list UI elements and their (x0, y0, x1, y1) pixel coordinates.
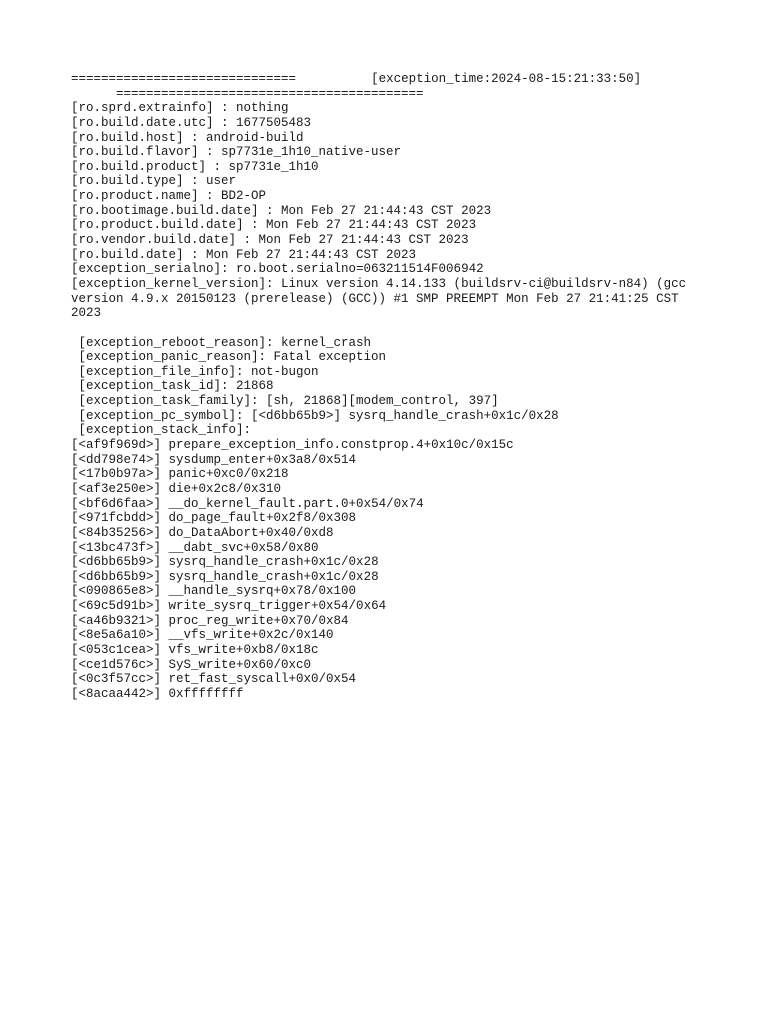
kernel-version-line: [exception_kernel_version]: Linux version 4.14.133 (buildsrv-ci@buildsrv-n84) (gcc (71, 276, 687, 291)
build-properties (71, 101, 731, 277)
property-line: [ro.sprd.extrainfo] : nothing (71, 101, 289, 116)
frame-symbol: do_page_fault+0x2f8/0x308 (168, 511, 357, 526)
frame-address: [<a46b9321>] (71, 613, 162, 628)
exception-info (71, 336, 731, 438)
kernel-version-line: version 4.9.x 20150123 (prerelease) (GCC)) #1 SMP PREEMPT Mon Feb 27 21:41:25 CST (71, 291, 679, 306)
header-line (71, 72, 731, 87)
frame-address: [<8e5a6a10>] (71, 628, 162, 643)
exception-info-line: [exception_task_family]: [sh, 21868][modem_control, 397] (71, 394, 499, 409)
frame-symbol: ret_fast_syscall+0x0/0x54 (168, 672, 357, 687)
property-line: [ro.build.type] : user (71, 174, 237, 189)
exception-info-line: [exception_pc_symbol]: [<d6bb65b9>] sysrq_handle_crash+0x1c/0x28 (71, 408, 559, 423)
frame-address: [<13bc473f>] (71, 540, 162, 555)
exception-info-line: [exception_panic_reason]: Fatal exception (71, 350, 387, 365)
exception-info-line: [exception_stack_info]: (71, 423, 252, 438)
frame-address: [<8acaa442>] (71, 686, 162, 701)
exception-info-line: [exception_task_id]: 21868 (71, 379, 274, 394)
frame-address: [<dd798e74>] (71, 452, 162, 467)
stack-frame (71, 497, 731, 512)
frame-address: [<bf6d6faa>] (71, 496, 162, 511)
frame-address: [<d6bb65b9>] (71, 569, 162, 584)
crash-log-document (71, 72, 731, 702)
frame-symbol: sysdump_enter+0x3a8/0x514 (168, 452, 357, 467)
property-line: [ro.build.date.utc] : 1677505483 (71, 115, 312, 130)
header-rule: ============================== (71, 72, 297, 86)
header-rule-below: ========================================= (71, 86, 424, 101)
stack-frame (71, 438, 731, 453)
property-line: [ro.build.product] : sp7731e_1h10 (71, 159, 319, 174)
property-line: [ro.vendor.build.date] : Mon Feb 27 21:44:43 CST 2023 (71, 233, 469, 248)
property-line: [ro.bootimage.build.date] : Mon Feb 27 21:44:43 CST 2023 (71, 203, 492, 218)
frame-symbol: __vfs_write+0x2c/0x140 (168, 628, 334, 643)
stack-frame (71, 511, 731, 526)
frame-symbol: 0xffffffff (168, 686, 244, 701)
stack-frame (71, 482, 731, 497)
stack-frame (71, 555, 731, 570)
frame-address: [<0c3f57cc>] (71, 672, 162, 687)
frame-symbol: SyS_write+0x60/0xc0 (168, 657, 312, 672)
property-line: [ro.build.flavor] : sp7731e_1h10_native-user (71, 145, 402, 160)
frame-address: [<17b0b97a>] (71, 467, 162, 482)
stack-frame (71, 453, 731, 468)
frame-address: [<af9f969d>] (71, 438, 162, 453)
frame-symbol: vfs_write+0xb8/0x18c (168, 642, 319, 657)
stack-frame (71, 658, 731, 673)
property-line: [ro.product.name] : BD2-OP (71, 189, 267, 204)
frame-symbol: __dabt_svc+0x58/0x80 (168, 540, 319, 555)
frame-address: [<84b35256>] (71, 525, 162, 540)
stack-frame (71, 467, 731, 482)
stack-trace (71, 438, 731, 702)
frame-symbol: do_DataAbort+0x40/0xd8 (168, 525, 334, 540)
frame-address: [<053c1cea>] (71, 642, 162, 657)
frame-address: [<d6bb65b9>] (71, 555, 162, 570)
frame-symbol: panic+0xc0/0x218 (168, 467, 289, 482)
frame-address: [<af3e250e>] (71, 481, 162, 496)
frame-symbol: __do_kernel_fault.part.0+0x54/0x74 (168, 496, 424, 511)
stack-frame (71, 628, 731, 643)
frame-symbol: sysrq_handle_crash+0x1c/0x28 (168, 555, 379, 570)
property-line: [ro.build.host] : android-build (71, 130, 304, 145)
frame-symbol: write_sysrq_trigger+0x54/0x64 (168, 599, 387, 614)
kernel-version (71, 277, 731, 321)
stack-frame (71, 584, 731, 599)
stack-frame (71, 614, 731, 629)
stack-frame (71, 570, 731, 585)
property-line: [ro.product.build.date] : Mon Feb 27 21:44:43 CST 2023 (71, 218, 477, 233)
exception-info-line: [exception_reboot_reason]: kernel_crash (71, 335, 372, 350)
frame-address: [<69c5d91b>] (71, 599, 162, 614)
exception-info-line: [exception_file_info]: not-bugon (71, 364, 319, 379)
frame-symbol: proc_reg_write+0x70/0x84 (168, 613, 349, 628)
frame-symbol: sysrq_handle_crash+0x1c/0x28 (168, 569, 379, 584)
kernel-version-line: 2023 (71, 306, 102, 321)
property-line: [exception_serialno]: ro.boot.serialno=063211514F006942 (71, 262, 484, 277)
frame-address: [<ce1d576c>] (71, 657, 162, 672)
stack-frame (71, 599, 731, 614)
frame-address: [<971fcbdd>] (71, 511, 162, 526)
stack-frame (71, 672, 731, 687)
frame-symbol: prepare_exception_info.constprop.4+0x10c/0x15c (168, 438, 514, 453)
stack-frame (71, 687, 731, 702)
stack-frame (71, 643, 731, 658)
frame-symbol: die+0x2c8/0x310 (168, 481, 282, 496)
frame-symbol: __handle_sysrq+0x78/0x100 (168, 584, 357, 599)
stack-frame (71, 541, 731, 556)
property-line: [ro.build.date] : Mon Feb 27 21:44:43 CST 2023 (71, 247, 417, 262)
stack-frame (71, 526, 731, 541)
blank-line (71, 321, 731, 336)
frame-address: [<090865e8>] (71, 584, 162, 599)
exception-time: [exception_time:2024-08-15:21:33:50] (371, 72, 642, 86)
